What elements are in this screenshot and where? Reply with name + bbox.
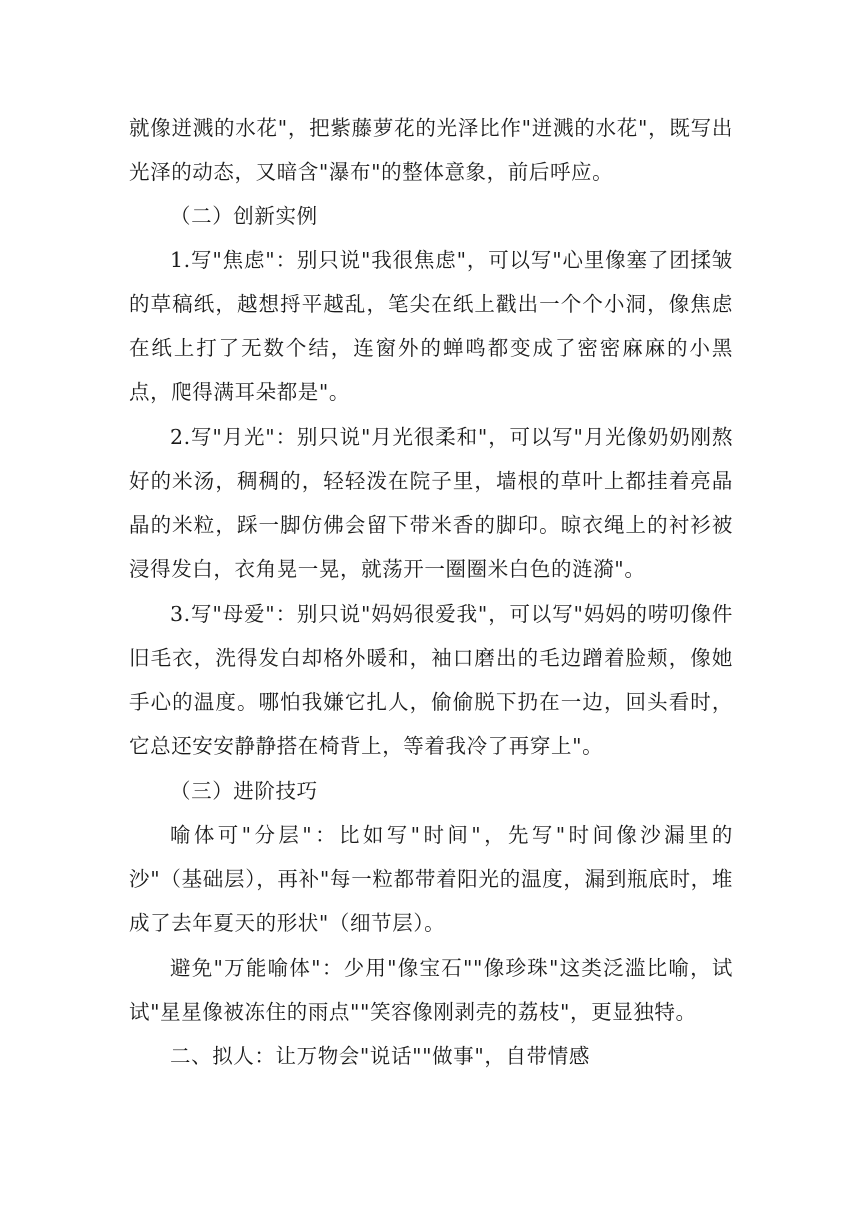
section-heading-personification: 二、拟人：让万物会"说话""做事"，自带情感 [170,1044,590,1068]
layering-tip-paragraph: 喻体可"分层"：比如写"时间"，先写"时间像沙漏里的沙"（基础层），再补"每一粒都带着阳光的温度，漏到瓶底时，堆成了去年夏天的形状"（细节层）。 [129,823,733,935]
example-anxiety-paragraph: 1.写"焦虑"：别只说"我很焦虑"，可以写"心里像塞了团揉皱的草稿纸，越想捋平越乱，笔尖在纸上戳出一个个小洞，像焦虑在纸上打了无数个结，连窗外的蝉鸣都变成了密密麻麻的小黑点，爬得满耳朵都是"。 [129,248,733,404]
intro-paragraph: 就像迸溅的水花"，把紫藤萝花的光泽比作"迸溅的水花"，既写出光泽的动态，又暗含"瀑布"的整体意象，前后呼应。 [129,116,733,184]
example-moonlight-paragraph: 2.写"月光"：别只说"月光很柔和"，可以写"月光像奶奶刚熬好的米汤，稠稠的，轻轻泼在院子里，墙根的草叶上都挂着亮晶晶的米粒，踩一脚仿佛会留下带米香的脚印。晾衣绳上的衬衫被浸得发白，衣角晃一晃，就荡开一圈圈米白色的涟漪"。 [129,425,733,581]
section-heading-advanced: （三）进阶技巧 [170,779,318,803]
avoid-cliche-paragraph: 避免"万能喻体"：少用"像宝石""像珍珠"这类泛滥比喻，试试"星星像被冻住的雨点""笑容像刚剥壳的荔枝"，更显独特。 [129,956,733,1024]
section-heading-innovation: （二）创新实例 [170,204,318,228]
example-maternal-love-paragraph: 3.写"母爱"：别只说"妈妈很爱我"，可以写"妈妈的唠叨像件旧毛衣，洗得发白却格外暖和，袖口磨出的毛边蹭着脸颊，像她手心的温度。哪怕我嫌它扎人，偷偷脱下扔在一边，回头看时，它总还安安静静搭在椅背上，等着我冷了再穿上"。 [129,602,733,758]
